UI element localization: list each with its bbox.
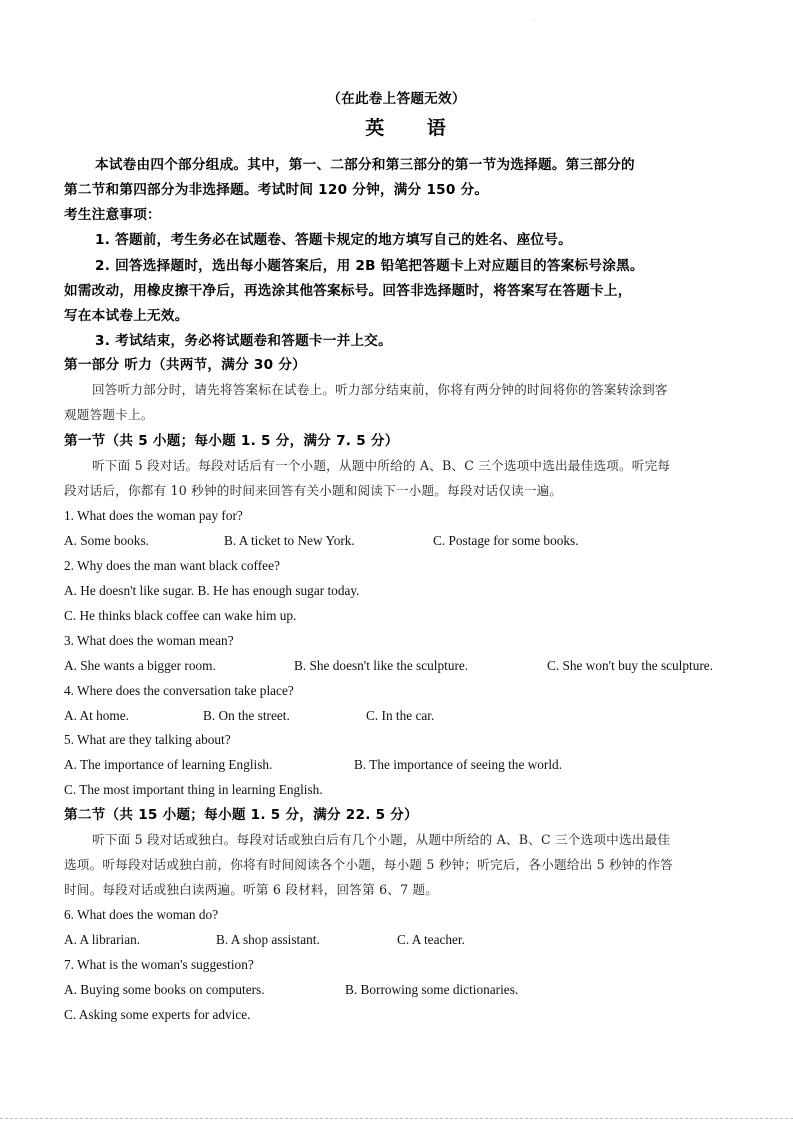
page-bottom-divider bbox=[0, 1118, 793, 1119]
section2-title: 第二节（共 15 小题；每小题 1. 5 分，满分 22. 5 分） bbox=[64, 807, 418, 823]
question-7-option-a: A. Buying some books on computers. bbox=[64, 982, 265, 997]
section2-desc-line-2: 选项。听每段对话或独白前，你将有时间阅读各个小题，每小题 5 秒钟；听完后，各小题给出 5 秒钟的作答 bbox=[64, 857, 673, 872]
note-2-line-3: 写在本试卷上无效。 bbox=[64, 308, 189, 324]
question-5: 5. What are they talking about? bbox=[64, 732, 231, 747]
question-2-options-ab: A. He doesn't like sugar. B. He has enough sugar today. bbox=[64, 583, 360, 598]
question-1: 1. What does the woman pay for? bbox=[64, 508, 243, 523]
question-6-option-c: C. A teacher. bbox=[397, 932, 465, 947]
question-4-option-c: C. In the car. bbox=[366, 708, 435, 723]
question-1-option-b: B. A ticket to New York. bbox=[224, 533, 355, 548]
part1-title: 第一部分 听力（共两节，满分 30 分） bbox=[64, 357, 307, 373]
notes-title: 考生注意事项： bbox=[64, 207, 161, 223]
section2-desc-line-3: 时间。每段对话或独白读两遍。听第 6 段材料，回答第 6、7 题。 bbox=[64, 882, 439, 897]
page-title: 英 语 bbox=[365, 117, 464, 139]
section1-desc-line-1: 听下面 5 段对话。每段对话后有一个小题，从题中所给的 A、B、C 三个选项中选出最佳选项。听完每 bbox=[92, 458, 671, 473]
question-2: 2. Why does the man want black coffee? bbox=[64, 558, 280, 573]
question-6-option-b: B. A shop assistant. bbox=[216, 932, 320, 947]
question-1-option-a: A. Some books. bbox=[64, 533, 149, 548]
question-2-option-c: C. He thinks black coffee can wake him up. bbox=[64, 608, 297, 623]
section1-title: 第一节（共 5 小题；每小题 1. 5 分，满分 7. 5 分） bbox=[64, 433, 399, 449]
section2-desc-line-1: 听下面 5 段对话或独白。每段对话或独白后有几个小题，从题中所给的 A、B、C 三个选项中选出最佳 bbox=[92, 832, 671, 847]
question-4-option-a: A. At home. bbox=[64, 708, 130, 723]
question-3: 3. What does the woman mean? bbox=[64, 633, 234, 648]
question-3-option-c: C. She won't buy the sculpture. bbox=[547, 658, 714, 673]
question-4: 4. Where does the conversation take place? bbox=[64, 683, 294, 698]
question-5-option-c: C. The most important thing in learning English. bbox=[64, 782, 323, 797]
note-1: 1. 答题前，考生务必在试题卷、答题卡规定的地方填写自己的姓名、座位号。 bbox=[95, 232, 572, 248]
question-1-option-c: C. Postage for some books. bbox=[433, 533, 579, 548]
note-2-line-1: 2. 回答选择题时，选出每小题答案后，用 2B 铅笔把答题卡上对应题目的答案标号涂黑。 bbox=[95, 258, 644, 274]
question-7: 7. What is the woman's suggestion? bbox=[64, 957, 254, 972]
question-7-option-b: B. Borrowing some dictionaries. bbox=[345, 982, 519, 997]
corner-mark: . bbox=[532, 14, 535, 23]
intro-line-2: 第二节和第四部分为非选择题。考试时间 120 分钟，满分 150 分。 bbox=[64, 182, 489, 198]
question-6-option-a: A. A librarian. bbox=[64, 932, 141, 947]
question-5-option-a: A. The importance of learning English. bbox=[64, 757, 273, 772]
note-3: 3. 考试结束，务必将试题卷和答题卡一并上交。 bbox=[95, 333, 392, 349]
question-3-option-a: A. She wants a bigger room. bbox=[64, 658, 216, 673]
intro-line-1: 本试卷由四个部分组成。其中，第一、二部分和第三部分的第一节为选择题。第三部分的 bbox=[95, 157, 635, 173]
section1-desc-line-2: 段对话后，你都有 10 秒钟的时间来回答有关小题和阅读下一小题。每段对话仅读一遍。 bbox=[64, 483, 563, 498]
question-3-option-b: B. She doesn't like the sculpture. bbox=[294, 658, 469, 673]
note-2-line-2: 如需改动，用橡皮擦干净后，再选涂其他答案标号。回答非选择题时，将答案写在答题卡上， bbox=[64, 283, 632, 299]
question-7-option-c: C. Asking some experts for advice. bbox=[64, 1007, 251, 1022]
part1-desc-line-1: 回答听力部分时，请先将答案标在试卷上。听力部分结束前，你将有两分钟的时间将你的答案转涂到客 bbox=[92, 382, 668, 397]
question-6: 6. What does the woman do? bbox=[64, 907, 219, 922]
exam-notice: （在此卷上答题无效） bbox=[327, 91, 466, 107]
question-5-option-b: B. The importance of seeing the world. bbox=[354, 757, 563, 772]
part1-desc-line-2: 观题答题卡上。 bbox=[64, 407, 154, 422]
question-4-option-b: B. On the street. bbox=[203, 708, 290, 723]
